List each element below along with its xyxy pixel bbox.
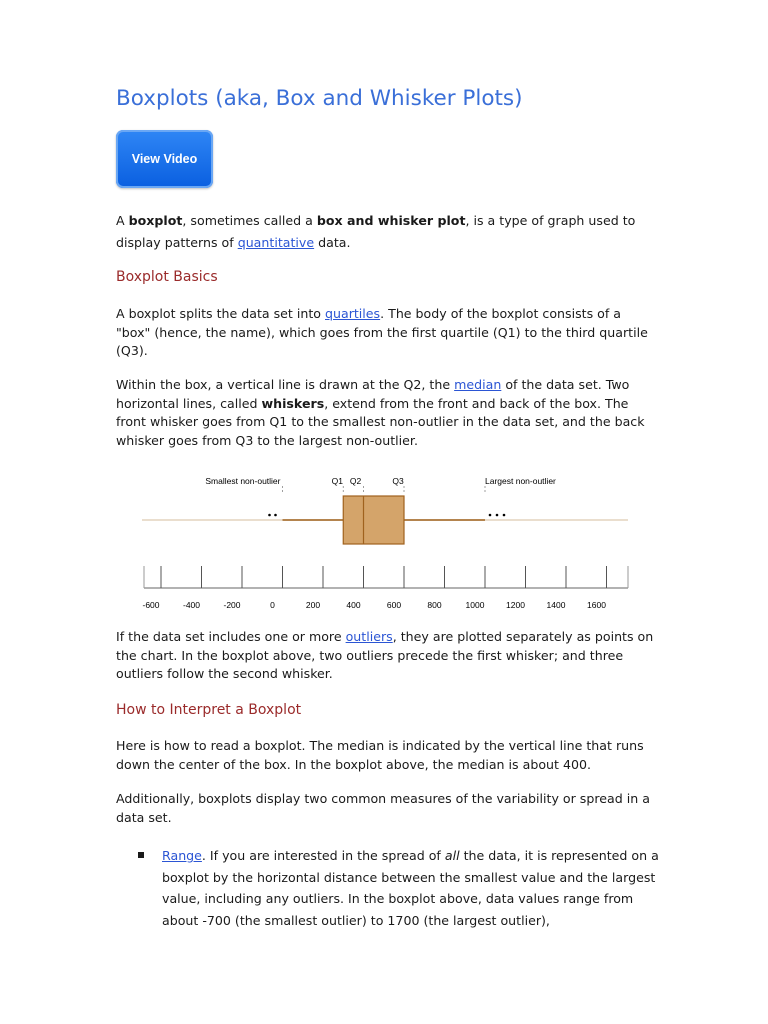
- x-tick-label: -400: [182, 600, 201, 610]
- basics-paragraph: [116, 305, 656, 361]
- outlier-point: [496, 514, 499, 517]
- range-link[interactable]: Range: [162, 848, 202, 863]
- x-tick-label: 1600: [587, 600, 606, 610]
- list-text: the data, it is represented on a boxplot by the horizontal distance between the smallest value and the largest value, including any outliers. In the boxplot above, data values range from about -700 (the smallest outlier) to 1700 (the largest outlier),: [162, 848, 659, 928]
- x-tick-label: 1000: [465, 600, 485, 610]
- x-tick-label: 800: [427, 600, 442, 610]
- quantitative-link[interactable]: quantitative: [237, 235, 315, 250]
- x-tick-label: -200: [223, 600, 241, 610]
- intro-text: data.: [314, 235, 351, 250]
- outliers-link[interactable]: outliers: [345, 629, 393, 644]
- outlier-point: [489, 514, 492, 517]
- list-bullet: [138, 852, 144, 858]
- label-largest-non-outlier: Largest non-outlier: [485, 476, 556, 486]
- list-text: . If you are interested in the spread of: [201, 848, 445, 863]
- intro-paragraph: [116, 210, 656, 254]
- whiskers-term: whiskers: [261, 395, 325, 411]
- boxplot-chart: [142, 468, 632, 618]
- intro-text: , sometimes called a: [182, 213, 317, 228]
- range-list-item: [162, 845, 662, 931]
- outlier-point: [503, 514, 506, 517]
- all-emphasis: all: [444, 848, 460, 863]
- x-tick-label: 600: [386, 600, 402, 610]
- interpret-paragraph: Here is how to read a boxplot. The median is indicated by the vertical line that runs down the center of the box. In the boxplot above, the median is about 400.: [116, 738, 644, 772]
- intro-text: A: [116, 213, 129, 228]
- para-text: , they are plotted separately as points on the chart. In the boxplot above, two outliers precede the first whisker; and three outliers follow the second whisker.: [116, 629, 654, 681]
- x-tick-label: -600: [142, 600, 160, 610]
- outliers-paragraph: [116, 628, 656, 684]
- label-q2: Q2: [349, 476, 362, 486]
- outlier-point: [268, 514, 271, 517]
- label-smallest-non-outlier: Smallest non-outlier: [205, 476, 281, 486]
- page-title: Boxplots (aka, Box and Whisker Plots): [116, 86, 523, 111]
- box: [343, 496, 404, 544]
- para-text: , extend from the front and back of the box. The front whisker goes from Q1 to the smallest non-outlier in the data set, and the back whisker goes from Q3 to the largest non-outlier.: [116, 395, 645, 448]
- para-text: of the data set. Two horizontal lines, called: [116, 377, 630, 411]
- section-heading-basics: Boxplot Basics: [116, 269, 218, 285]
- x-tick-label: 0: [270, 600, 275, 610]
- box-whisker-term: box and whisker plot: [316, 213, 466, 228]
- quartiles-link[interactable]: quartiles: [325, 306, 381, 321]
- label-q1: Q1: [331, 476, 343, 486]
- x-tick-label: 1400: [546, 600, 566, 610]
- median-link[interactable]: median: [454, 377, 502, 392]
- median-paragraph: [116, 376, 656, 450]
- para-text: A boxplot splits the data set into: [116, 306, 325, 321]
- label-q3: Q3: [392, 476, 404, 486]
- outlier-point: [274, 514, 277, 517]
- variability-paragraph: Additionally, boxplots display two common measures of the variability or spread in a data set.: [116, 791, 650, 825]
- x-tick-label: 400: [346, 600, 361, 610]
- intro-text: , is a type of graph used to display patterns of: [116, 213, 636, 250]
- x-tick-label: 200: [305, 600, 321, 610]
- section-heading-interpret: How to Interpret a Boxplot: [116, 702, 302, 718]
- para-text: Within the box, a vertical line is drawn at the Q2, the: [116, 377, 455, 392]
- para-text: . The body of the boxplot consists of a "box" (hence, the name), which goes from the first quartile (Q1) to the third quartile (Q3).: [116, 306, 648, 358]
- x-tick-label: 1200: [506, 600, 525, 610]
- para-text: If the data set includes one or more: [116, 629, 346, 644]
- boxplot-term: boxplot: [128, 213, 183, 228]
- view-video-button[interactable]: View Video: [116, 130, 213, 188]
